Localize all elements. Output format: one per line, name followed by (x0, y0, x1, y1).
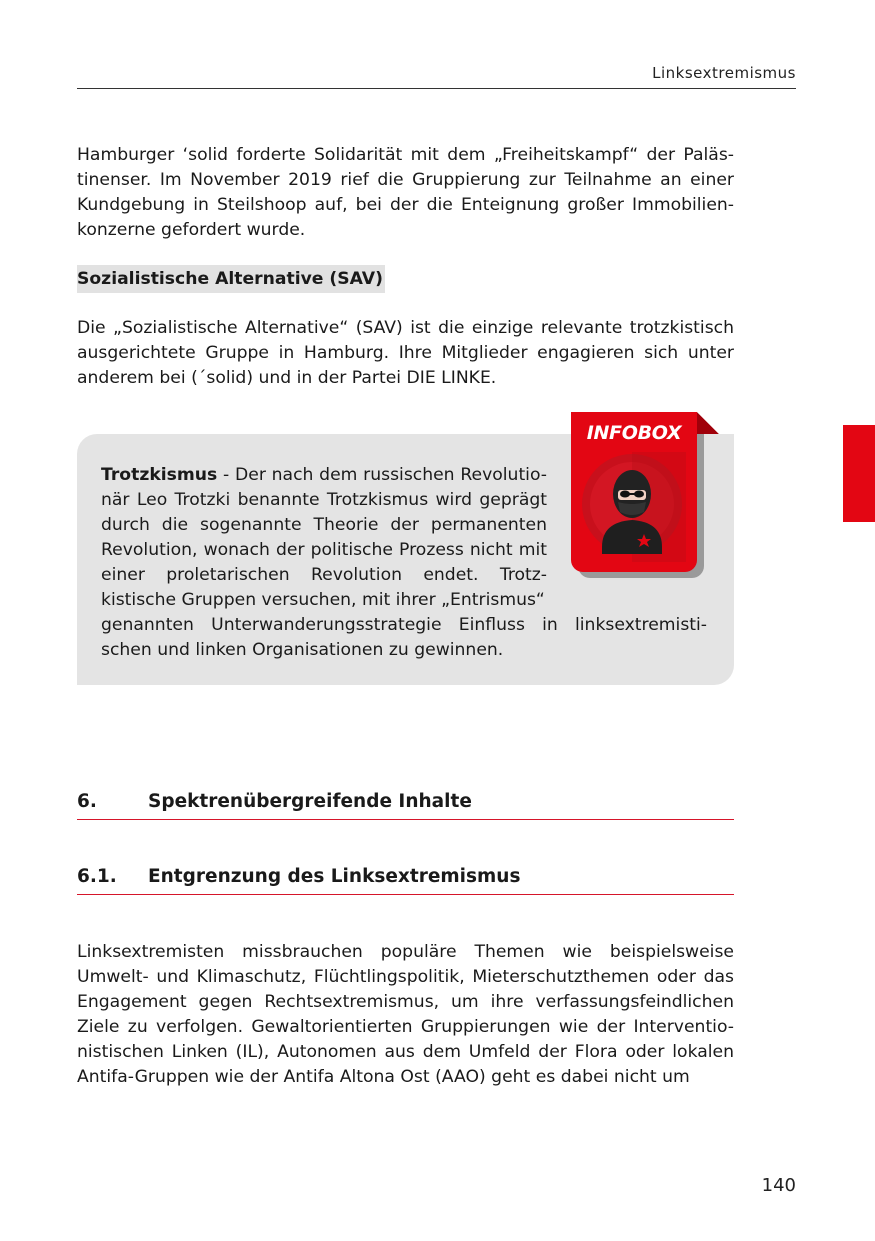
infobox-badge (571, 412, 697, 572)
sav-paragraph: Die „Sozialistische Alternative“ (SAV) ist die einzige relevante trotzkistisch ausgerichtete Gruppe in Hamburg. Ihre Mitglieder engagieren sich unter anderem bei (´solid) und in der Partei DIE LINKE. (77, 318, 734, 388)
section-title: Spektrenübergreifende Inhalte (148, 791, 472, 812)
masked-person-icon (582, 452, 686, 562)
infobox-text-part1 (101, 463, 547, 613)
intro-paragraph: Hamburger ‘solid forderte Solidarität mit dem „Freiheitskampf“ der Paläs-tinenser. Im November 2019 rief die Gruppierung zur Teilnahme an einer Kundgebung in Steilshoop auf, bei der die Enteignung großer Immobilien-konzerne gefordert wurde. (77, 145, 734, 240)
infobox-badge-fold-cover (697, 412, 719, 434)
section-title: Entgrenzung des Linksextremismus (148, 866, 521, 887)
page-number: 140 (761, 1175, 796, 1196)
running-header: Linksextremismus (652, 64, 796, 82)
section-heading-6-1 (77, 864, 734, 895)
header-rule (77, 88, 796, 89)
entgrenzung-paragraph: Linksextremisten missbrauchen populäre Themen wie beispielsweise Umwelt- und Klimaschutz, Flüchtlingspolitik, Mieterschutzthemen oder das Engagement gegen Rechtsextremismus, um ihre verfassungsfeindlichen Ziele zu verfolgen. Gewaltorientierten Gruppierungen wie der Interventio-nistischen Linken (IL), Autonomen aus dem Umfeld der Flora oder lokalen Antifa-Gruppen wie der Antifa Altona Ost (AAO) geht es dabei nicht um (77, 942, 734, 1087)
subheading-sav: Sozialistische Alternative (SAV) (77, 265, 385, 293)
section-number: 6. (77, 791, 97, 812)
chapter-tab-marker (843, 425, 875, 522)
infobox-badge-label: INFOBOX (586, 422, 682, 444)
section-heading-6 (77, 789, 734, 820)
infobox-text-part2: genannten Unterwanderungsstrategie Einfluss in linksextremisti-schen und linken Organisationen zu gewinnen. (101, 615, 707, 660)
section-number: 6.1. (77, 866, 117, 887)
infobox-term: Trotzkismus (101, 465, 218, 485)
infobox-definition: - Der nach dem russischen Revolutio-när Leo Trotzki benannte Trotzkismus wird geprägt durch die sogenannte Theorie der permanenten Revolution, wonach der politische Prozess nicht mit einer proletarischen Revolution endet. Trotz-kistische Gruppen versuchen, mit ihrer „Entrismus“ (101, 465, 547, 610)
